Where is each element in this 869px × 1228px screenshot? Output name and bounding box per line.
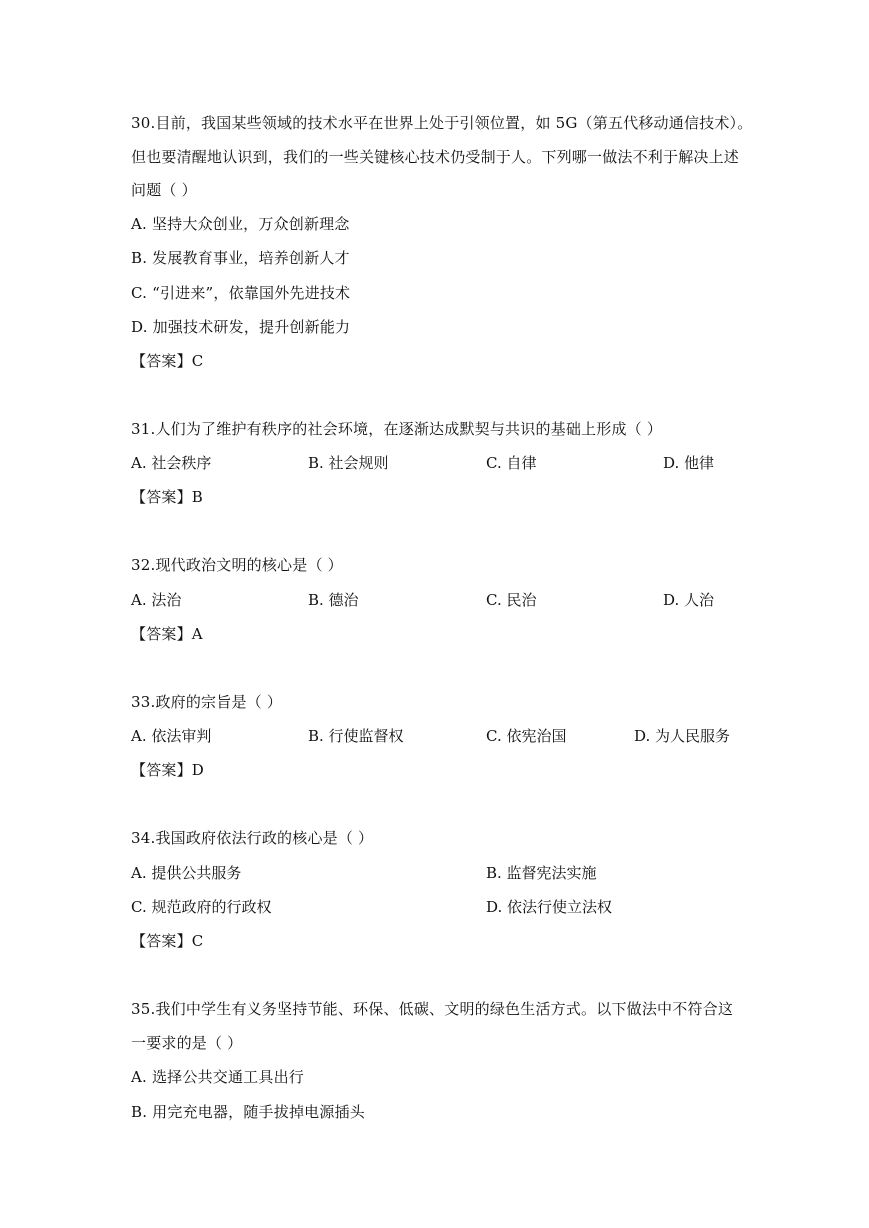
question-30-option-d: D. 加强技术研发，提升创新能力 (131, 318, 351, 336)
question-34-option-a: A. 提供公共服务 (131, 864, 242, 882)
question-32-option-d: D. 人治 (663, 591, 715, 609)
question-30-stem-line-3: 问题（ ） (131, 181, 197, 199)
question-30-stem-line-1: 30.目前，我国某些领域的技术水平在世界上处于引领位置，如 5G（第五代移动通信技术）。 (131, 114, 753, 132)
question-32-option-b: B. 德治 (308, 591, 359, 609)
question-33-option-c: C. 依宪治国 (486, 727, 567, 745)
question-32-option-a: A. 法治 (131, 591, 182, 609)
question-34-answer: 【答案】C (131, 932, 204, 950)
question-30-answer: 【答案】C (131, 352, 204, 370)
question-35-option-a: A. 选择公共交通工具出行 (131, 1068, 304, 1086)
question-31-stem-line-1: 31.人们为了维护有秩序的社会环境，在逐渐达成默契与共识的基础上形成（ ） (131, 420, 663, 438)
question-33-option-a: A. 依法审判 (131, 727, 212, 745)
question-32-stem-line-1: 32.现代政治文明的核心是（ ） (131, 556, 343, 574)
question-31-option-a: A. 社会秩序 (131, 454, 212, 472)
question-32-option-c: C. 民治 (486, 591, 537, 609)
question-30-stem-line-2: 但也要清醒地认识到，我们的一些关键核心技术仍受制于人。下列哪一做法不利于解决上述 (131, 148, 740, 166)
question-30-option-a: A. 坚持大众创业，万众创新理念 (131, 215, 350, 233)
question-30-option-b: B. 发展教育事业，培养创新人才 (131, 249, 350, 267)
question-34-stem-line-1: 34.我国政府依法行政的核心是（ ） (131, 829, 374, 847)
question-34-option-d: D. 依法行使立法权 (486, 898, 613, 916)
question-31-answer: 【答案】B (131, 488, 204, 506)
question-35-stem-line-2: 一要求的是（ ） (131, 1034, 243, 1052)
question-31-option-b: B. 社会规则 (308, 454, 389, 472)
question-33-option-d: D. 为人民服务 (634, 727, 731, 745)
question-33-answer: 【答案】D (131, 761, 205, 779)
question-33-option-b: B. 行使监督权 (308, 727, 404, 745)
question-32-answer: 【答案】A (131, 625, 203, 643)
question-34-option-c: C. 规范政府的行政权 (131, 898, 272, 916)
question-35-stem-line-1: 35.我们中学生有义务坚持节能、环保、低碳、文明的绿色生活方式。以下做法中不符合这 (131, 1000, 734, 1018)
question-34-option-b: B. 监督宪法实施 (486, 864, 597, 882)
question-31-option-d: D. 他律 (663, 454, 715, 472)
question-30-option-c: C. “引进来”，依靠国外先进技术 (131, 284, 351, 302)
question-33-stem-line-1: 33.政府的宗旨是（ ） (131, 693, 283, 711)
question-35-option-b: B. 用完充电器，随手拔掉电源插头 (131, 1103, 365, 1121)
question-31-option-c: C. 自律 (486, 454, 537, 472)
